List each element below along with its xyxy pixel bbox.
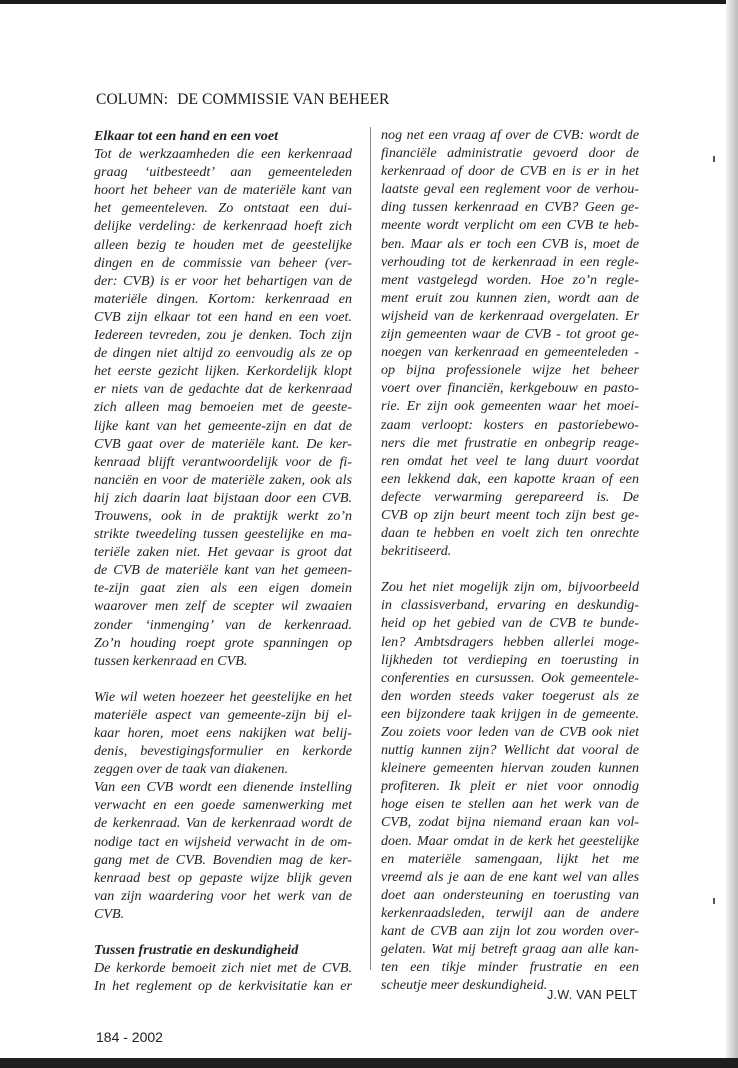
text-line: van zijn waardering voor het werk van de [94, 887, 352, 904]
text-line: Tot de werkzaamheden die een kerkenraad [94, 146, 352, 163]
text-line: rie. Er zijn ook gemeenten waar het moei- [381, 398, 639, 415]
text-line: nog net een vraag af over de CVB: wordt de [381, 127, 639, 143]
text-line: zonder ‘inmenging’ van de kerkenraad. [94, 616, 352, 633]
left-column [94, 127, 352, 995]
text-line: ment vastgelegd worden. Hoe zo’n regle- [381, 271, 639, 288]
text-line: waarover men zelf de scepter wil zwaaien [94, 598, 352, 615]
text-line: wijsheid van de kerkenraad overgelaten. Er [381, 307, 639, 324]
right-column [381, 126, 639, 994]
text-line: Zou het niet mogelijk zijn om, bijvoorbeeld [381, 579, 639, 596]
text-line: hij zich daarin laat bijstaan door een CVB. [94, 489, 352, 506]
text-line: CVB gaat over de materiële kant. De ker- [94, 435, 352, 452]
text-line: CVB. [94, 905, 125, 922]
author-signature: J.W. VAN PELT [547, 988, 638, 1002]
text-line: teriële zaken niet. Het gevaar is groot dat [94, 544, 352, 561]
text-line: De kerkorde bemoeit zich niet met de CVB. [94, 960, 352, 977]
text-line: daan te hebben en voelt zich ten onrechte [381, 525, 639, 542]
text-line: gelaten. Wat mij betreft graag aan alle kan- [381, 941, 639, 958]
text-line: bekritiseerd. [381, 543, 452, 560]
paragraph [381, 578, 639, 994]
text-line: zijn gemeenten waar de CVB - tot groot ge- [381, 326, 639, 343]
text-line: delijke verdeling: de kerkenraad hoeft zich [94, 218, 352, 235]
text-line: ten een tikje minder frustratie en een [381, 959, 639, 976]
text-line: zaam verloopt: kosters en pastoriebewo- [381, 416, 639, 433]
text-line: ben. Maar als er toch een CVB is, moet de [381, 235, 639, 252]
text-line: ren omdat het veel te lang duurt voordat [381, 452, 639, 469]
text-line: meente wordt verplicht om een CVB te heb- [381, 217, 639, 234]
text-line: financiële administratie gevoerd door de [381, 145, 639, 162]
text-line: denis, bevestigingsformulier en kerkorde [94, 743, 352, 760]
text-line: CVB, zodat bijna niemand eraan kan vol- [381, 814, 639, 831]
text-line: ners die met frustratie en onbegrip reage- [381, 434, 639, 451]
text-line: er niets van de gedachte dat de kerkenraad [94, 381, 352, 398]
text-line: verwacht en een goede samenwerking met [94, 797, 352, 814]
text-line: Zou zoiets voor leden van de CVB ook niet [381, 724, 639, 740]
scan-edge-bottom [0, 1058, 738, 1068]
text-line: noegen van kerkenraad en gemeenteleden - [381, 344, 639, 361]
text-line: laatste geval een reglement voor de verhou- [381, 181, 639, 198]
paragraph [94, 778, 352, 923]
text-line: kleinere gemeenten hiervan zouden kunnen [381, 760, 639, 777]
paragraph [94, 145, 352, 670]
text-line: het gemeenteleven. Zo ontstaat een dui- [94, 200, 352, 217]
text-line: CVB op zijn beurt meent toch zijn best ge- [381, 506, 639, 523]
scan-edge-top [0, 0, 738, 4]
text-line: de kerkenraad. Van de kerkenraad wordt de [94, 815, 352, 832]
text-line: dingen en de commissie van beheer (ver- [94, 254, 352, 271]
text-line: de CVB de materiële kant van het gemeen- [94, 562, 352, 579]
text-line: materiële dingen. Kortom: kerkenraad en [94, 290, 352, 307]
text-line: den worden steeds vaker toegerust als ze [381, 687, 639, 704]
text-line: de dingen niet altijd zo eenvoudig als ze op [94, 345, 352, 362]
text-line: scheutje meer deskundigheid. [381, 977, 548, 994]
text-line: materiële aspect van gemeente-zijn bij el- [94, 706, 352, 723]
text-line: lijke kant van het gemeente-zijn en dat de [94, 417, 352, 434]
text-line: strikte tweedeling tussen geestelijke en ma- [94, 526, 352, 543]
text-line: te-zijn gaat zien als een eigen domein [94, 580, 352, 597]
text-line: CVB zijn elkaar tot een hand en een voet. [94, 308, 352, 325]
text-line: kerkenraadsleden, terwijl aan de andere [381, 904, 639, 921]
text-line: het eerste gezicht lijken. Kerkordelijk klopt [94, 363, 352, 380]
text-line: nuttig kunnen zijn? Wellicht dat vooral de [381, 742, 639, 759]
text-line: in classisverband, ervaring en deskundig- [381, 597, 639, 614]
paragraph [94, 688, 352, 778]
column-heading [96, 91, 389, 109]
text-line: defecte verwarming gerepareerd is. De [381, 488, 639, 505]
text-line: len? Ambtsdragers hebben allerlei moge- [381, 633, 639, 650]
text-line: alleen bezig te houden met de geestelijke [94, 236, 352, 253]
column-title: DE COMMISSIE VAN BEHEER [177, 91, 390, 108]
paragraph [381, 126, 639, 560]
text-line: kenraad blijft verantwoordelijk voor de fi- [94, 453, 352, 470]
scan-edge-right [726, 0, 738, 1068]
text-line: Zo’n houding roept grote spanningen op [94, 634, 352, 651]
text-line: zeggen over de taak van diakenen. [94, 761, 289, 778]
text-line: Iedereen tevreden, zou je denken. Toch zijn [94, 327, 352, 344]
text-line: hoort het beheer van de materiële kant van [94, 182, 352, 199]
paragraph [94, 959, 352, 995]
text-line: kant de CVB aan zijn lot zou worden over- [381, 923, 639, 940]
page-number: 184 - 2002 [96, 1029, 163, 1045]
text-line: Van een CVB wordt een dienende instelling [94, 779, 352, 796]
scan-mark [713, 156, 715, 162]
text-line: een bijzondere taak krijgen in de gemeente. [381, 705, 639, 722]
text-line: kenraad best op gepaste wijze blijk geven [94, 869, 352, 886]
text-line: kaar horen, moet eens nakijken wat belij- [94, 725, 352, 741]
column-divider [370, 127, 371, 970]
text-line: tussen kerkenraad en CVB. [94, 652, 248, 669]
text-line: voert over financiën, kerkgebouw en pasto- [381, 380, 639, 397]
text-line: vreemd als je aan de ene kant wel van alles [381, 868, 639, 885]
text-line: zich alleen mag bemoeien met de geeste- [94, 399, 352, 416]
text-line: nodige tact en wijsheid verwacht in de om- [94, 833, 352, 850]
text-line: een lekkend dak, een kapotte kraan of een [381, 470, 639, 487]
text-line: en materiële samengaan, lijkt het me [381, 850, 639, 867]
text-line: op bijna professionele wijze het beheer [381, 362, 639, 379]
text-line: hoge eisen te stellen aan het werk van de [381, 796, 639, 813]
subheading: Elkaar tot een hand en een voet [94, 128, 278, 144]
column-label: COLUMN: [96, 91, 169, 108]
subheading: Tussen frustratie en deskundigheid [94, 942, 299, 959]
text-line: gang met de CVB. Bovendien mag de ker- [94, 851, 352, 868]
text-line: doet aan ondersteuning en toerusting van [381, 886, 639, 903]
text-line: conferenties en cursussen. Ook gemeentele- [381, 669, 639, 686]
text-line: Trouwens, ook in de praktijk werkt zo’n [94, 507, 352, 524]
text-line: In het reglement op de kerkvisitatie kan er [94, 978, 352, 995]
text-line: profiteren. Ik pleit er niet voor onnodig [381, 778, 639, 795]
text-line: der: CVB) is er voor het behartigen van de [94, 272, 352, 289]
text-line: doen. Maar omdat in de kerk het geestelijke [381, 832, 639, 849]
text-line: ment eruit zou kunnen zien, wordt aan de [381, 289, 639, 306]
scan-mark [713, 898, 715, 904]
text-line: verhouding tot de kerkenraad in een regle- [381, 253, 639, 270]
text-line: ding tussen kerkenraad en CVB? Geen ge- [381, 199, 639, 216]
text-line: graag ‘uitbesteedt’ aan gemeenteleden [94, 164, 352, 181]
text-line: nanciën en voor de materiële zaken, ook als [94, 471, 352, 488]
text-line: lijkheden tot verdieping en toerusting in [381, 651, 639, 668]
text-line: kerkenraad of door de CVB en is er in het [381, 163, 639, 180]
text-line: heid op het gebied van de CVB te bunde- [381, 615, 639, 632]
text-line: Wie wil weten hoezeer het geestelijke en het [94, 688, 352, 705]
